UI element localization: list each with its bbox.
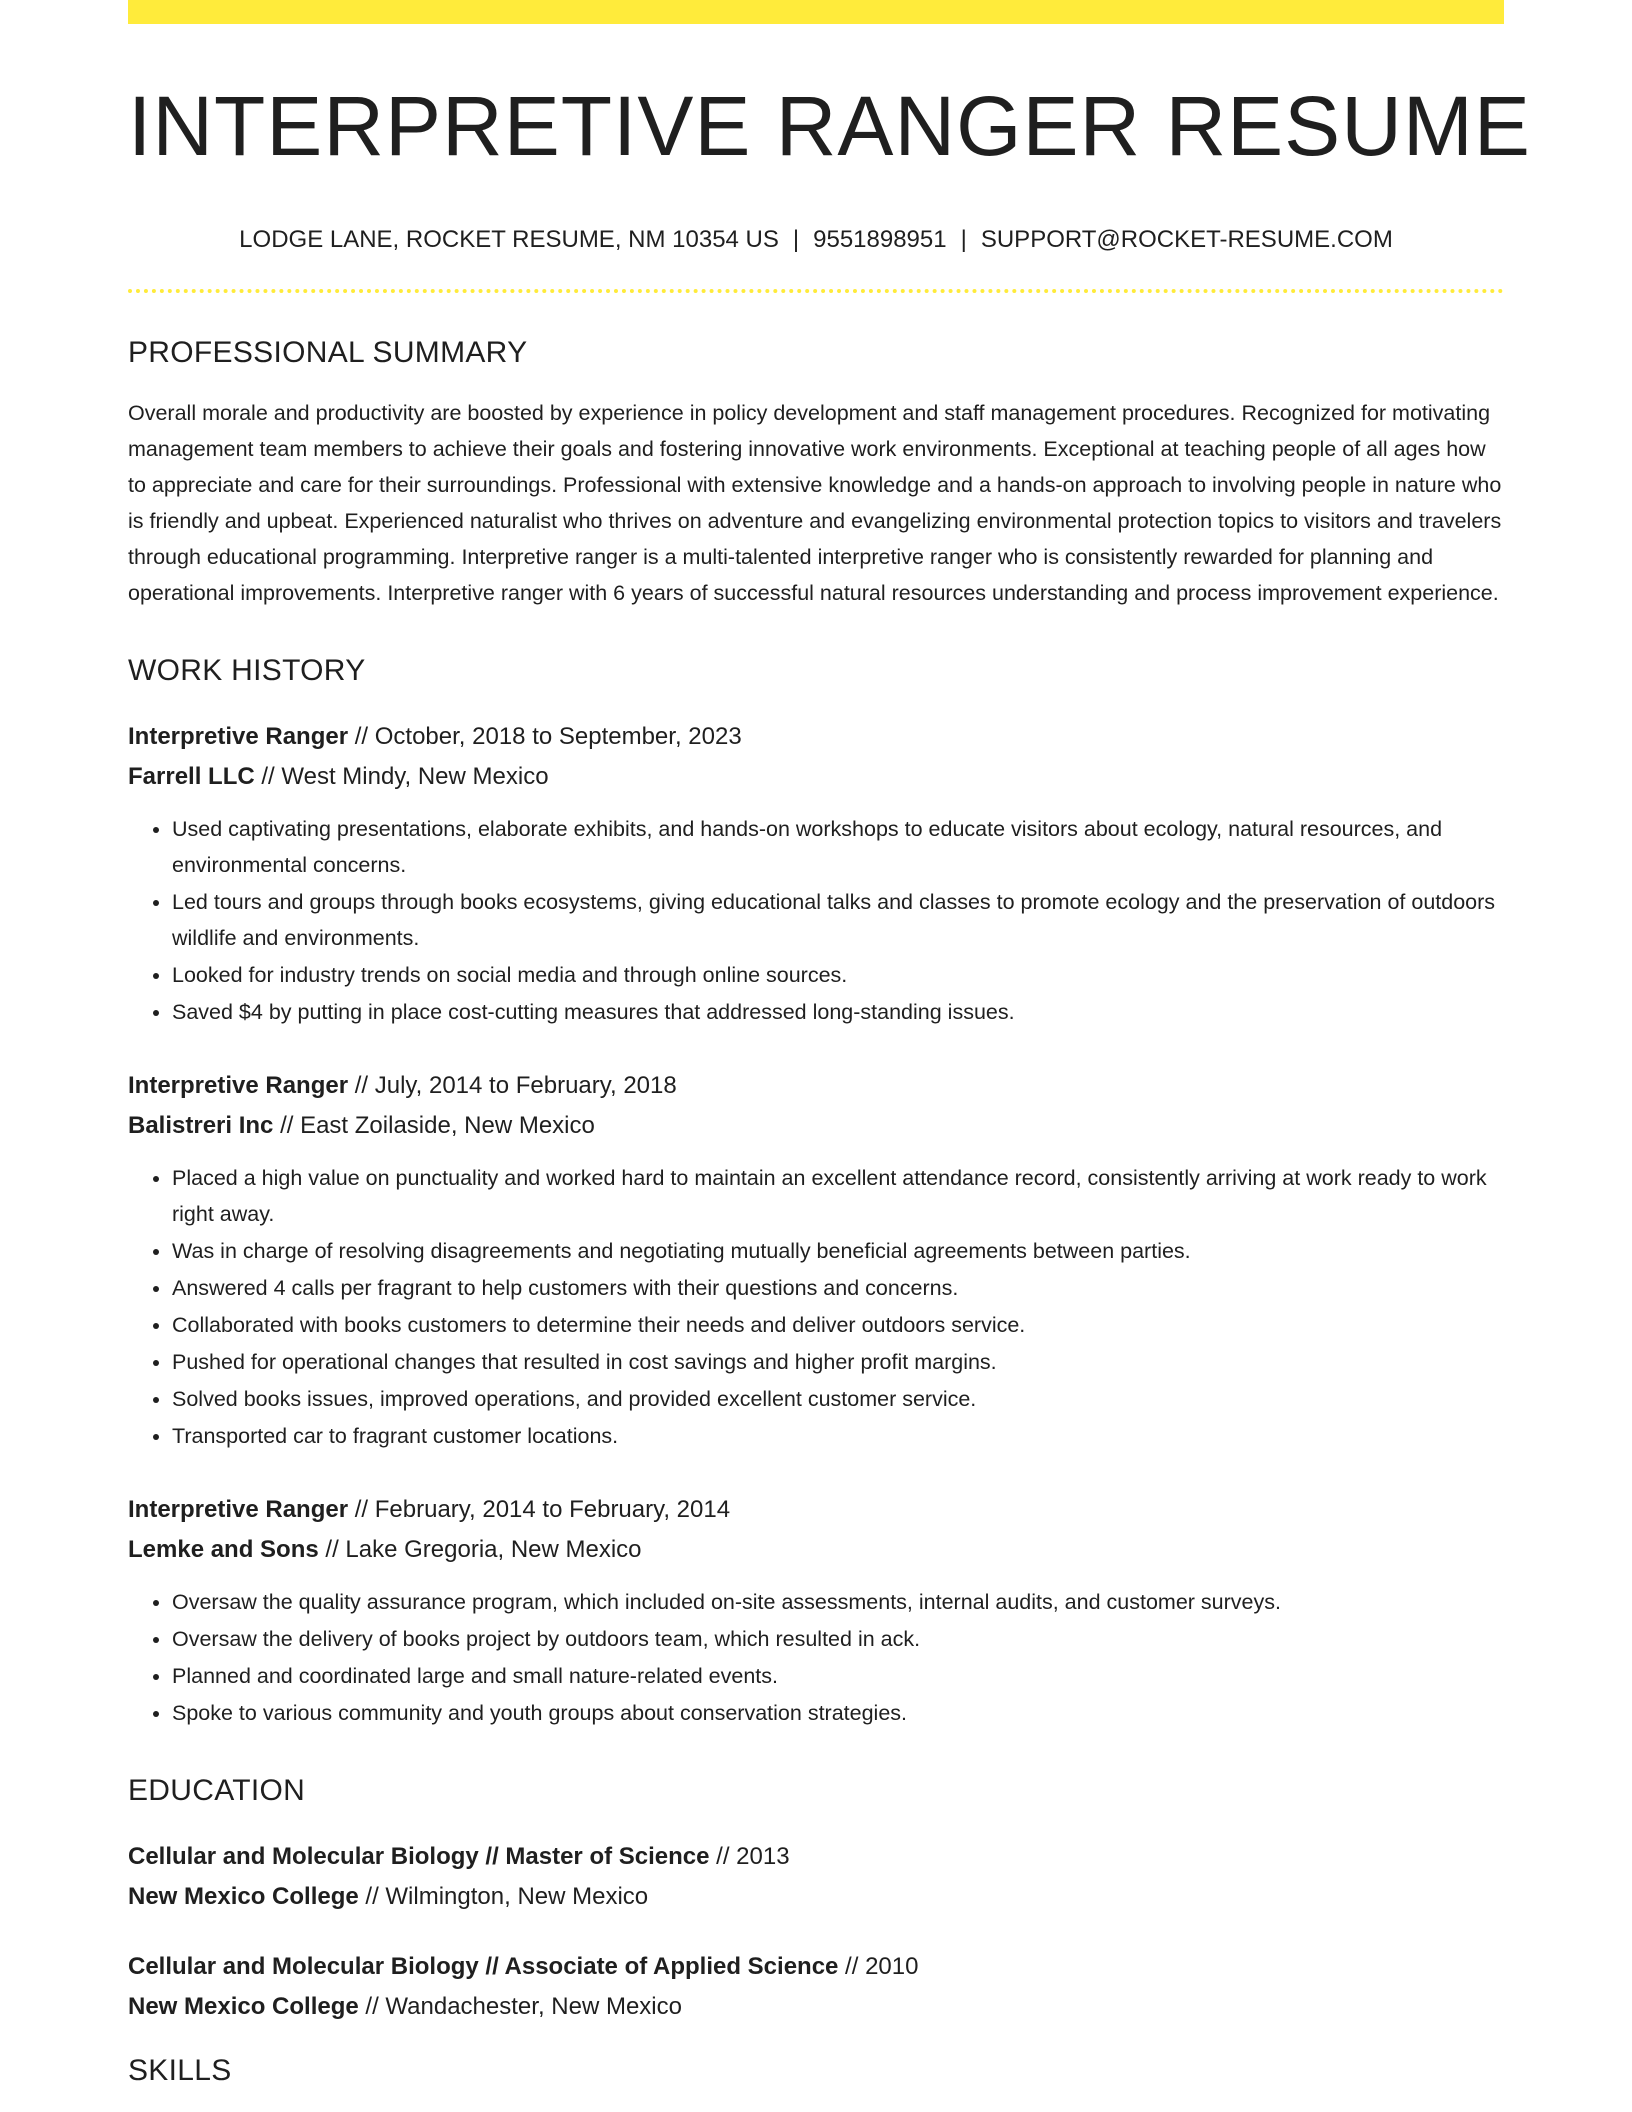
job-title-line bbox=[128, 717, 1504, 757]
job-bullets bbox=[128, 1584, 1504, 1731]
summary-text: Overall morale and productivity are boosted by experience in policy development and staff management procedures. Recognized for motivating management team members to achieve their goals and fostering innovative work environments. Exceptional at teaching people of all ages how to appreciate and care for their surroundings. Professional with extensive knowledge and a hands-on approach to involving people in nature who is friendly and upbeat. Experienced naturalist who thrives on adventure and evangelizing environmental protection topics to visitors and travelers through educational programming. Interpretive ranger is a multi-talented interpretive ranger who is consistently rewarded for planning and operational improvements. Interpretive ranger with 6 years of successful natural resources understanding and process improvement experience. bbox=[128, 401, 1502, 606]
job-title: Interpretive Ranger bbox=[128, 1072, 349, 1100]
job-entry bbox=[128, 1490, 1504, 1731]
education-entry bbox=[128, 1837, 1504, 1917]
job-company: Lemke and Sons bbox=[128, 1536, 319, 1564]
skills-section bbox=[128, 2053, 1504, 2089]
summary-heading: PROFESSIONAL SUMMARY bbox=[128, 336, 528, 370]
list-item: • Answered 4 calls per fragrant to help customers with their questions and concerns. bbox=[172, 1270, 1504, 1306]
education-school-line bbox=[128, 1987, 1504, 2027]
list-item: • Oversaw the quality assurance program, which included on-site assessments, internal audits, and customer surveys. bbox=[172, 1584, 1504, 1620]
job-dates: // February, 2014 to February, 2014 bbox=[348, 1496, 731, 1524]
contact-line bbox=[128, 226, 1504, 255]
contact-separator: | bbox=[792, 226, 800, 254]
job-dates: // October, 2018 to September, 2023 bbox=[348, 723, 742, 751]
education-school: New Mexico College bbox=[128, 1993, 359, 2021]
list-item: • Was in charge of resolving disagreements and negotiating mutually beneficial agreements between parties. bbox=[172, 1233, 1504, 1269]
list-item: • Pushed for operational changes that resulted in cost savings and higher profit margins. bbox=[172, 1344, 1504, 1380]
job-entry bbox=[128, 717, 1504, 1030]
education-year: // 2013 bbox=[709, 1843, 790, 1871]
contact-email: SUPPORT@ROCKET-RESUME.COM bbox=[980, 226, 1393, 254]
education-degree: Cellular and Molecular Biology // Master of Science bbox=[128, 1843, 710, 1871]
work-history-section bbox=[128, 653, 1504, 1731]
job-company: Farrell LLC bbox=[128, 763, 255, 791]
resume-title: INTERPRETIVE RANGER RESUME bbox=[128, 79, 1531, 173]
job-dates: // July, 2014 to February, 2018 bbox=[348, 1072, 677, 1100]
dotted-divider bbox=[128, 289, 1504, 293]
contact-address: LODGE LANE, ROCKET RESUME, NM 10354 US bbox=[239, 226, 779, 254]
job-company-line bbox=[128, 757, 1504, 797]
education-degree: Cellular and Molecular Biology // Associate of Applied Science bbox=[128, 1953, 839, 1981]
job-title-line bbox=[128, 1490, 1504, 1530]
job-location: // West Mindy, New Mexico bbox=[254, 763, 549, 791]
job-title: Interpretive Ranger bbox=[128, 1496, 349, 1524]
list-item: • Saved $4 by putting in place cost-cutting measures that addressed long-standing issues. bbox=[172, 994, 1504, 1030]
summary-section bbox=[128, 335, 1504, 611]
job-title: Interpretive Ranger bbox=[128, 723, 349, 751]
job-bullets bbox=[128, 1160, 1504, 1454]
job-company-line bbox=[128, 1530, 1504, 1570]
list-item: • Led tours and groups through books ecosystems, giving educational talks and classes to promote ecology and the preservation of outdoors wildlife and environments. bbox=[172, 884, 1504, 956]
job-location: // East Zoilaside, New Mexico bbox=[273, 1112, 595, 1140]
accent-top-bar bbox=[128, 0, 1504, 24]
list-item: • Oversaw the delivery of books project by outdoors team, which resulted in ack. bbox=[172, 1621, 1504, 1657]
job-company: Balistreri Inc bbox=[128, 1112, 274, 1140]
education-section bbox=[128, 1773, 1504, 2027]
list-item: • Collaborated with books customers to determine their needs and deliver outdoors service. bbox=[172, 1307, 1504, 1343]
job-company-line bbox=[128, 1106, 1504, 1146]
job-bullets bbox=[128, 811, 1504, 1030]
education-location: // Wilmington, New Mexico bbox=[358, 1883, 649, 1911]
education-school: New Mexico College bbox=[128, 1883, 359, 1911]
resume-page bbox=[128, 0, 1531, 2089]
skills-heading: SKILLS bbox=[128, 2054, 232, 2088]
work-history-heading: WORK HISTORY bbox=[128, 654, 366, 688]
list-item: • Solved books issues, improved operations, and provided excellent customer service. bbox=[172, 1381, 1504, 1417]
list-item: • Transported car to fragrant customer locations. bbox=[172, 1418, 1504, 1454]
job-entry bbox=[128, 1066, 1504, 1454]
education-degree-line bbox=[128, 1837, 1504, 1877]
list-item: • Looked for industry trends on social media and through online sources. bbox=[172, 957, 1504, 993]
contact-phone: 9551898951 bbox=[813, 226, 947, 254]
education-degree-line bbox=[128, 1947, 1504, 1987]
job-location: // Lake Gregoria, New Mexico bbox=[318, 1536, 642, 1564]
job-title-line bbox=[128, 1066, 1504, 1106]
list-item: • Placed a high value on punctuality and worked hard to maintain an excellent attendance record, consistently arriving at work ready to work right away. bbox=[172, 1160, 1504, 1232]
list-item: • Planned and coordinated large and small nature-related events. bbox=[172, 1658, 1504, 1694]
education-entry bbox=[128, 1947, 1504, 2027]
education-year: // 2010 bbox=[838, 1953, 919, 1981]
list-item: • Spoke to various community and youth groups about conservation strategies. bbox=[172, 1695, 1504, 1731]
education-heading: EDUCATION bbox=[128, 1774, 306, 1808]
list-item: • Used captivating presentations, elaborate exhibits, and hands-on workshops to educate visitors about ecology, natural resources, and environmental concerns. bbox=[172, 811, 1504, 883]
education-location: // Wandachester, New Mexico bbox=[358, 1993, 682, 2021]
contact-separator: | bbox=[960, 226, 967, 254]
education-school-line bbox=[128, 1877, 1504, 1917]
